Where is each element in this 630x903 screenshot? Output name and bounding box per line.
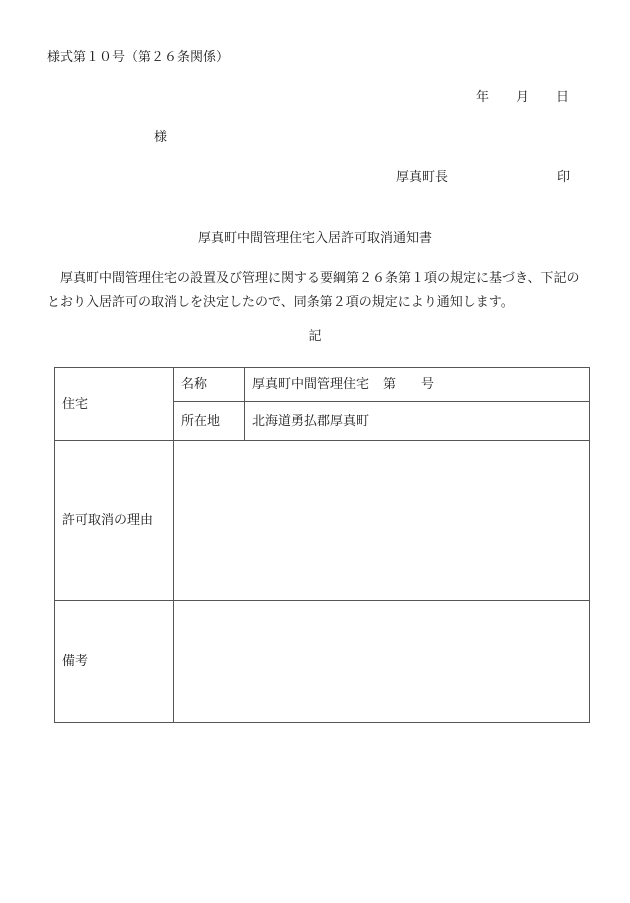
housing-label: 住宅 bbox=[55, 368, 174, 441]
notice-table bbox=[54, 367, 590, 723]
name-cell bbox=[245, 368, 590, 402]
name-label: 名称 bbox=[174, 368, 245, 402]
table-row-remarks bbox=[55, 601, 590, 723]
seal-mark: 印 bbox=[557, 170, 571, 185]
ki-heading: 記 bbox=[308, 329, 322, 344]
name-value: 厚真町中間管理住宅 bbox=[252, 377, 370, 392]
reason-label: 許可取消の理由 bbox=[55, 441, 174, 601]
date-year: 年 bbox=[476, 90, 490, 105]
date-day: 日 bbox=[556, 90, 570, 105]
name-go: 号 bbox=[421, 377, 435, 392]
remarks-value bbox=[174, 601, 590, 723]
table-row-reason bbox=[55, 441, 590, 601]
form-number: 様式第１０号（第２６条関係） bbox=[47, 50, 230, 65]
location-label: 所在地 bbox=[174, 402, 245, 441]
reason-value bbox=[174, 441, 590, 601]
sender-title: 厚真町長 bbox=[396, 170, 449, 185]
body-paragraph: 厚真町中間管理住宅の設置及び管理に関する要綱第２６条第１項の規定に基づき、下記のとおり入居許可の取消しを決定したので、同条第２項の規定により通知します。 bbox=[47, 271, 580, 310]
recipient-honorific: 様 bbox=[154, 130, 168, 145]
table-row-name bbox=[55, 368, 590, 402]
document-title: 厚真町中間管理住宅入居許可取消通知書 bbox=[197, 231, 432, 246]
remarks-label: 備考 bbox=[55, 601, 174, 723]
name-dai: 第 bbox=[383, 377, 397, 392]
date-line bbox=[476, 91, 569, 104]
location-value: 北海道勇払郡厚真町 bbox=[245, 402, 590, 441]
date-month: 月 bbox=[516, 90, 530, 105]
